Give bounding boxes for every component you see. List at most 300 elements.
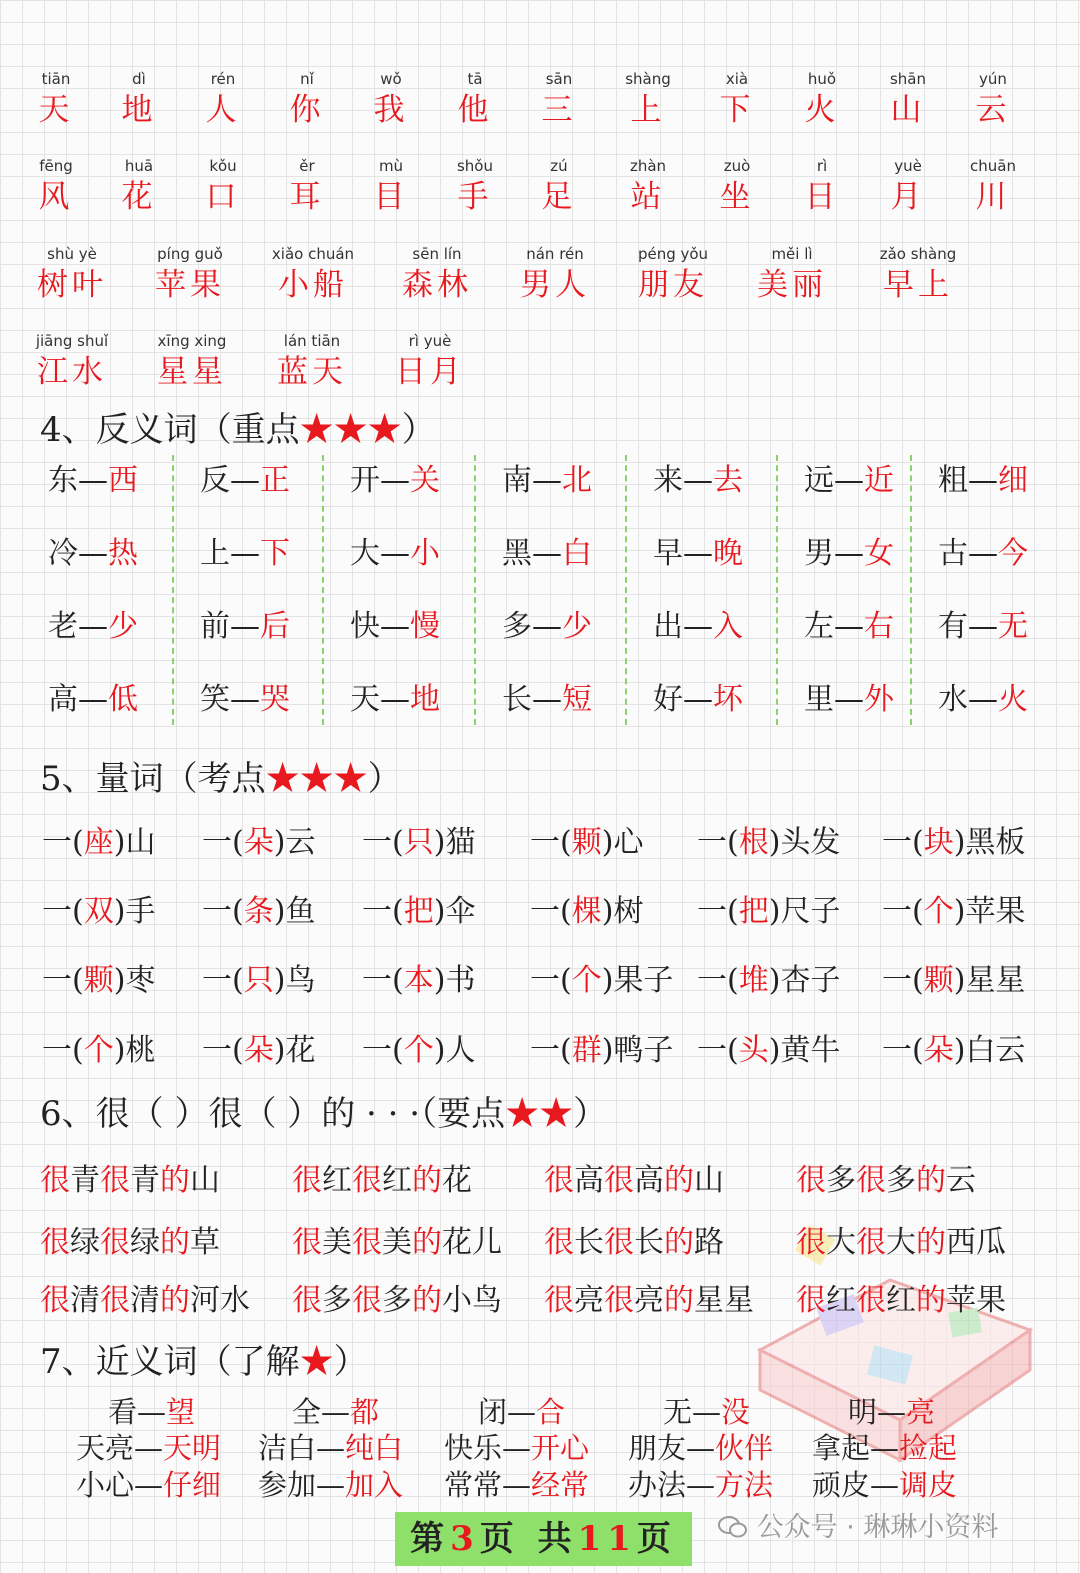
measure-word-item bbox=[882, 882, 1025, 942]
dash: — bbox=[532, 682, 562, 717]
antonym-word: 好 bbox=[653, 682, 683, 717]
pinyin-label: chuān bbox=[970, 157, 1016, 175]
one-prefix: 一( bbox=[697, 963, 739, 998]
hanzi-label: 苹果 bbox=[155, 267, 225, 303]
close-paren: ) bbox=[601, 894, 614, 929]
antonym-word: 南 bbox=[502, 463, 532, 498]
antonym-word: 前 bbox=[200, 609, 230, 644]
measure-word: 把 bbox=[738, 894, 769, 929]
character-item bbox=[252, 330, 372, 392]
synonym-answer: 亮 bbox=[906, 1395, 936, 1429]
hanzi-label: 他 bbox=[457, 92, 493, 128]
antonym-answer: 关 bbox=[410, 463, 440, 498]
adjective: 长 bbox=[634, 1225, 664, 1260]
measure-word-item bbox=[697, 1021, 840, 1081]
one-prefix: 一( bbox=[202, 825, 244, 860]
hanzi-label: 地 bbox=[121, 92, 157, 128]
dash: — bbox=[134, 1431, 164, 1465]
noun: 黄牛 bbox=[780, 1033, 841, 1068]
synonym-pair bbox=[444, 1467, 589, 1503]
character-item bbox=[370, 330, 490, 392]
measure-word: 头 bbox=[738, 1033, 769, 1068]
hanzi-label: 日月 bbox=[395, 354, 465, 390]
synonym-answer: 没 bbox=[721, 1395, 751, 1429]
measure-word-item bbox=[697, 951, 840, 1011]
antonym-answer: 坏 bbox=[713, 682, 743, 717]
antonym-answer: 女 bbox=[864, 536, 894, 571]
hen-phrase bbox=[40, 1156, 220, 1206]
noun: 花 bbox=[442, 1163, 472, 1198]
antonym-column bbox=[494, 455, 627, 725]
hanzi-label: 三 bbox=[541, 92, 577, 128]
antonym-word: 男 bbox=[804, 536, 834, 571]
close-paren: ) bbox=[601, 1033, 614, 1068]
measure-word: 朵 bbox=[243, 1033, 274, 1068]
adjective: 青 bbox=[130, 1163, 160, 1198]
pinyin-label: nán rén bbox=[526, 245, 584, 263]
one-prefix: 一( bbox=[42, 894, 84, 929]
noun: 枣 bbox=[125, 963, 156, 998]
synonym-word: 参加 bbox=[258, 1468, 317, 1502]
dash: — bbox=[78, 463, 108, 498]
antonym-answer: 西 bbox=[108, 463, 138, 498]
antonym-pair bbox=[645, 601, 776, 674]
measure-word: 颗 bbox=[923, 963, 954, 998]
synonym-word: 拿起 bbox=[812, 1431, 871, 1465]
one-prefix: 一( bbox=[530, 1033, 572, 1068]
measure-word-row bbox=[42, 813, 1042, 873]
character-item bbox=[933, 155, 1053, 217]
dash: — bbox=[230, 682, 260, 717]
dash: — bbox=[686, 1468, 716, 1502]
antonym-word: 上 bbox=[200, 536, 230, 571]
antonym-answer: 地 bbox=[410, 682, 440, 717]
antonym-word: 长 bbox=[502, 682, 532, 717]
antonym-answer: 去 bbox=[713, 463, 743, 498]
noun: 山 bbox=[694, 1163, 724, 1198]
noun: 果子 bbox=[613, 963, 674, 998]
one-prefix: 一( bbox=[882, 963, 924, 998]
measure-word-item bbox=[362, 813, 475, 873]
measure-words-heading: 5、量词（考点★★★） bbox=[40, 759, 402, 799]
synonym-answer: 都 bbox=[350, 1395, 380, 1429]
synonym-pair bbox=[76, 1430, 221, 1466]
antonym-pair bbox=[40, 455, 172, 528]
noun: 桃 bbox=[125, 1033, 156, 1068]
noun: 山 bbox=[125, 825, 156, 860]
noun: 河水 bbox=[190, 1283, 250, 1318]
antonym-word: 远 bbox=[804, 463, 834, 498]
one-prefix: 一( bbox=[42, 825, 84, 860]
close-paren: ) bbox=[768, 894, 781, 929]
hen-word: 很 bbox=[604, 1283, 634, 1318]
character-row bbox=[0, 330, 1080, 410]
measure-word-item bbox=[882, 951, 1025, 1011]
dash: — bbox=[834, 682, 864, 717]
measure-word-row bbox=[42, 1021, 1042, 1081]
dash: — bbox=[968, 536, 998, 571]
pinyin-label: rì bbox=[816, 157, 828, 175]
hen-word: 很 bbox=[604, 1225, 634, 1260]
dash: — bbox=[968, 609, 998, 644]
wechat-icon bbox=[718, 1515, 748, 1539]
antonym-word: 老 bbox=[48, 609, 78, 644]
noun: 头发 bbox=[780, 825, 841, 860]
dash: — bbox=[532, 463, 562, 498]
synonym-pair bbox=[848, 1394, 935, 1430]
hen-word: 很 bbox=[352, 1283, 382, 1318]
character-item bbox=[12, 330, 132, 392]
synonym-answer: 伙伴 bbox=[715, 1431, 774, 1465]
dash: — bbox=[502, 1468, 532, 1502]
dash: — bbox=[137, 1395, 167, 1429]
synonym-word: 小心 bbox=[76, 1468, 135, 1502]
antonym-pair bbox=[645, 455, 776, 528]
de-word: 的 bbox=[916, 1225, 946, 1260]
close-paren: ) bbox=[273, 963, 286, 998]
noun: 小鸟 bbox=[442, 1283, 502, 1318]
hanzi-label: 站 bbox=[630, 179, 666, 215]
antonym-word: 快 bbox=[350, 609, 380, 644]
adjective: 清 bbox=[130, 1283, 160, 1318]
measure-word-row bbox=[42, 951, 1042, 1011]
dash: — bbox=[683, 536, 713, 571]
dash: — bbox=[834, 536, 864, 571]
pinyin-label: ěr bbox=[299, 157, 315, 175]
hanzi-label: 云 bbox=[975, 92, 1011, 128]
dash: — bbox=[230, 609, 260, 644]
pinyin-label: píng guǒ bbox=[157, 245, 223, 263]
hen-word: 很 bbox=[352, 1225, 382, 1260]
one-prefix: 一( bbox=[697, 1033, 739, 1068]
dash: — bbox=[78, 536, 108, 571]
one-prefix: 一( bbox=[882, 1033, 924, 1068]
hen-word: 很 bbox=[40, 1283, 70, 1318]
de-word: 的 bbox=[160, 1283, 190, 1318]
antonym-pair bbox=[930, 674, 1060, 747]
antonym-answer: 慢 bbox=[410, 609, 440, 644]
measure-word: 根 bbox=[738, 825, 769, 860]
antonym-pair bbox=[796, 528, 910, 601]
close-paren: ) bbox=[601, 963, 614, 998]
hen-word: 很 bbox=[292, 1283, 322, 1318]
adjective: 清 bbox=[70, 1283, 100, 1318]
synonym-pair bbox=[628, 1430, 773, 1466]
synonym-answer: 调皮 bbox=[899, 1468, 958, 1502]
synonym-word: 顽皮 bbox=[812, 1468, 871, 1502]
synonym-word: 无 bbox=[663, 1395, 693, 1429]
hen-phrase bbox=[796, 1156, 976, 1206]
antonym-answer: 下 bbox=[260, 536, 290, 571]
antonym-pair bbox=[40, 674, 172, 747]
adjective: 大 bbox=[886, 1225, 916, 1260]
antonym-answer: 晚 bbox=[713, 536, 743, 571]
antonym-pair bbox=[40, 528, 172, 601]
pinyin-label: yuè bbox=[894, 157, 922, 175]
hanzi-label: 我 bbox=[373, 92, 409, 128]
synonym-word: 明 bbox=[848, 1395, 878, 1429]
pinyin-label: nǐ bbox=[300, 70, 314, 88]
hanzi-label: 坐 bbox=[719, 179, 755, 215]
measure-word-item bbox=[42, 951, 155, 1011]
pinyin-label: huǒ bbox=[807, 70, 837, 88]
antonym-answer: 近 bbox=[864, 463, 894, 498]
star-icon: ★ bbox=[299, 1342, 334, 1382]
close-paren: ) bbox=[113, 963, 126, 998]
hanzi-label: 手 bbox=[457, 179, 493, 215]
hanzi-label: 下 bbox=[719, 92, 755, 128]
hen-phrase bbox=[796, 1276, 1006, 1326]
one-prefix: 一( bbox=[362, 1033, 404, 1068]
pinyin-label: měi lì bbox=[771, 245, 813, 263]
antonym-word: 开 bbox=[350, 463, 380, 498]
measure-word: 群 bbox=[571, 1033, 602, 1068]
hanzi-label: 人 bbox=[205, 92, 241, 128]
hen-phrase bbox=[40, 1276, 250, 1326]
measure-word-item bbox=[42, 882, 155, 942]
adjective: 多 bbox=[886, 1163, 916, 1198]
antonym-pair bbox=[342, 455, 474, 528]
synonym-word: 闭 bbox=[478, 1395, 508, 1429]
hen-phrase bbox=[292, 1276, 502, 1326]
measure-word-item bbox=[362, 951, 475, 1011]
noun: 花 bbox=[285, 1033, 316, 1068]
character-row bbox=[0, 155, 1080, 235]
pinyin-label: yún bbox=[979, 70, 1007, 88]
antonym-word: 有 bbox=[938, 609, 968, 644]
pinyin-label: shàng bbox=[625, 70, 671, 88]
de-word: 的 bbox=[916, 1163, 946, 1198]
antonym-answer: 哭 bbox=[260, 682, 290, 717]
measure-word: 个 bbox=[403, 1033, 434, 1068]
adjective: 青 bbox=[70, 1163, 100, 1198]
noun: 星星 bbox=[694, 1283, 754, 1318]
hen-word: 很 bbox=[544, 1283, 574, 1318]
antonym-answer: 少 bbox=[108, 609, 138, 644]
close-paren: ) bbox=[433, 894, 446, 929]
dash: — bbox=[78, 609, 108, 644]
hanzi-label: 耳 bbox=[289, 179, 325, 215]
synonym-pair bbox=[258, 1430, 403, 1466]
synonym-word: 天亮 bbox=[76, 1431, 135, 1465]
synonym-pair bbox=[628, 1467, 773, 1503]
antonym-answer: 白 bbox=[562, 536, 592, 571]
hanzi-label: 火 bbox=[804, 92, 840, 128]
synonym-word: 看 bbox=[108, 1395, 138, 1429]
antonym-pair bbox=[494, 455, 625, 528]
antonym-word: 东 bbox=[48, 463, 78, 498]
synonym-answer: 方法 bbox=[715, 1468, 774, 1502]
pinyin-label: tiān bbox=[41, 70, 71, 88]
dash: — bbox=[230, 536, 260, 571]
noun: 花儿 bbox=[442, 1225, 502, 1260]
hen-word: 很 bbox=[352, 1163, 382, 1198]
de-word: 的 bbox=[412, 1283, 442, 1318]
antonym-column bbox=[40, 455, 174, 725]
synonym-pair bbox=[292, 1394, 379, 1430]
antonym-word: 大 bbox=[350, 536, 380, 571]
measure-word-item bbox=[362, 1021, 475, 1081]
close-paren: ) bbox=[953, 825, 966, 860]
one-prefix: 一( bbox=[42, 963, 84, 998]
character-item bbox=[132, 330, 252, 392]
hen-word: 很 bbox=[100, 1283, 130, 1318]
hanzi-label: 美丽 bbox=[757, 267, 827, 303]
synonym-answer: 开心 bbox=[531, 1431, 590, 1465]
antonym-pair bbox=[494, 674, 625, 747]
dash: — bbox=[683, 682, 713, 717]
pinyin-label: zú bbox=[550, 157, 568, 175]
one-prefix: 一( bbox=[42, 1033, 84, 1068]
measure-word-item bbox=[530, 951, 673, 1011]
close-paren: ) bbox=[273, 1033, 286, 1068]
antonym-pair bbox=[930, 455, 1060, 528]
measure-word: 块 bbox=[923, 825, 954, 860]
hanzi-label: 川 bbox=[975, 179, 1011, 215]
pinyin-label: shān bbox=[889, 70, 927, 88]
adjective: 高 bbox=[574, 1163, 604, 1198]
adjective: 美 bbox=[322, 1225, 352, 1260]
hanzi-label: 蓝天 bbox=[277, 354, 347, 390]
dash: — bbox=[683, 463, 713, 498]
one-prefix: 一( bbox=[882, 894, 924, 929]
de-word: 的 bbox=[664, 1283, 694, 1318]
one-prefix: 一( bbox=[530, 963, 572, 998]
dash: — bbox=[968, 463, 998, 498]
measure-word: 个 bbox=[923, 894, 954, 929]
hen-word: 很 bbox=[40, 1163, 70, 1198]
pinyin-label: wǒ bbox=[380, 70, 402, 88]
antonym-column bbox=[645, 455, 778, 725]
synonym-answer: 捡起 bbox=[899, 1431, 958, 1465]
antonym-column bbox=[192, 455, 324, 725]
dash: — bbox=[692, 1395, 722, 1429]
dash: — bbox=[870, 1431, 900, 1465]
dash: — bbox=[532, 536, 562, 571]
pinyin-label: zhàn bbox=[629, 157, 667, 175]
noun: 心 bbox=[613, 825, 644, 860]
antonym-column bbox=[796, 455, 912, 725]
dash: — bbox=[870, 1468, 900, 1502]
dash: — bbox=[316, 1431, 346, 1465]
character-item bbox=[613, 243, 733, 305]
close-paren: ) bbox=[433, 1033, 446, 1068]
hanzi-label: 你 bbox=[289, 92, 325, 128]
adjective: 红 bbox=[826, 1283, 856, 1318]
synonym-word: 全 bbox=[292, 1395, 322, 1429]
pinyin-label: shù yè bbox=[47, 245, 97, 263]
character-item bbox=[933, 68, 1053, 130]
noun: 草 bbox=[190, 1225, 220, 1260]
dash: — bbox=[686, 1431, 716, 1465]
de-word: 的 bbox=[160, 1163, 190, 1198]
measure-word-item bbox=[42, 813, 155, 873]
close-paren: ) bbox=[953, 963, 966, 998]
hanzi-label: 早上 bbox=[883, 267, 953, 303]
antonym-answer: 热 bbox=[108, 536, 138, 571]
measure-word-row bbox=[42, 882, 1042, 942]
star-icon: ★★★ bbox=[299, 410, 402, 450]
character-item bbox=[130, 243, 250, 305]
character-row bbox=[0, 243, 1080, 323]
hen-word: 很 bbox=[292, 1163, 322, 1198]
antonym-word: 早 bbox=[653, 536, 683, 571]
synonym-answer: 经常 bbox=[531, 1468, 590, 1502]
character-row bbox=[0, 68, 1080, 148]
antonym-word: 出 bbox=[653, 609, 683, 644]
pinyin-label: dì bbox=[132, 70, 146, 88]
hen-word: 很 bbox=[796, 1163, 826, 1198]
antonym-pair bbox=[796, 601, 910, 674]
pinyin-label: xià bbox=[725, 70, 749, 88]
pinyin-label: péng yǒu bbox=[637, 245, 709, 263]
noun: 树 bbox=[613, 894, 644, 929]
dash: — bbox=[78, 682, 108, 717]
measure-word-item bbox=[882, 1021, 1025, 1081]
pinyin-label: huā bbox=[124, 157, 154, 175]
adjective: 高 bbox=[634, 1163, 664, 1198]
antonym-pair bbox=[930, 528, 1060, 601]
pinyin-label: jiāng shuǐ bbox=[35, 332, 109, 350]
character-item bbox=[377, 243, 497, 305]
de-word: 的 bbox=[412, 1225, 442, 1260]
hanzi-label: 足 bbox=[541, 179, 577, 215]
one-prefix: 一( bbox=[530, 894, 572, 929]
antonym-pair bbox=[494, 528, 625, 601]
close-paren: ) bbox=[113, 825, 126, 860]
antonym-word: 来 bbox=[653, 463, 683, 498]
one-prefix: 一( bbox=[882, 825, 924, 860]
dash: — bbox=[532, 609, 562, 644]
synonym-word: 快乐 bbox=[444, 1431, 503, 1465]
adjective: 绿 bbox=[130, 1225, 160, 1260]
dash: — bbox=[834, 463, 864, 498]
hanzi-label: 风 bbox=[38, 179, 74, 215]
antonym-answer: 细 bbox=[998, 463, 1028, 498]
antonym-pair bbox=[342, 528, 474, 601]
measure-word-item bbox=[530, 813, 643, 873]
measure-word: 朵 bbox=[923, 1033, 954, 1068]
close-paren: ) bbox=[113, 1033, 126, 1068]
pinyin-label: tā bbox=[467, 70, 483, 88]
close-paren: ) bbox=[953, 894, 966, 929]
hanzi-label: 月 bbox=[890, 179, 926, 215]
one-prefix: 一( bbox=[362, 963, 404, 998]
hen-word: 很 bbox=[796, 1225, 826, 1260]
antonym-answer: 入 bbox=[713, 609, 743, 644]
measure-word-item bbox=[530, 882, 643, 942]
antonym-pair bbox=[930, 601, 1060, 674]
noun: 鱼 bbox=[285, 894, 316, 929]
hanzi-label: 花 bbox=[121, 179, 157, 215]
measure-word-item bbox=[697, 813, 840, 873]
dash: — bbox=[316, 1468, 346, 1502]
antonym-word: 高 bbox=[48, 682, 78, 717]
synonym-pair bbox=[444, 1430, 589, 1466]
noun: 人 bbox=[445, 1033, 476, 1068]
measure-word: 个 bbox=[571, 963, 602, 998]
antonym-pair bbox=[192, 601, 322, 674]
synonyms-heading: 7、近义词（了解★） bbox=[40, 1342, 368, 1382]
close-paren: ) bbox=[768, 825, 781, 860]
antonym-pair bbox=[192, 528, 322, 601]
synonym-answer: 纯白 bbox=[345, 1431, 404, 1465]
hanzi-label: 江水 bbox=[37, 354, 107, 390]
hen-phrase bbox=[292, 1218, 502, 1268]
measure-word-item bbox=[202, 813, 315, 873]
one-prefix: 一( bbox=[202, 894, 244, 929]
character-item bbox=[253, 243, 373, 305]
